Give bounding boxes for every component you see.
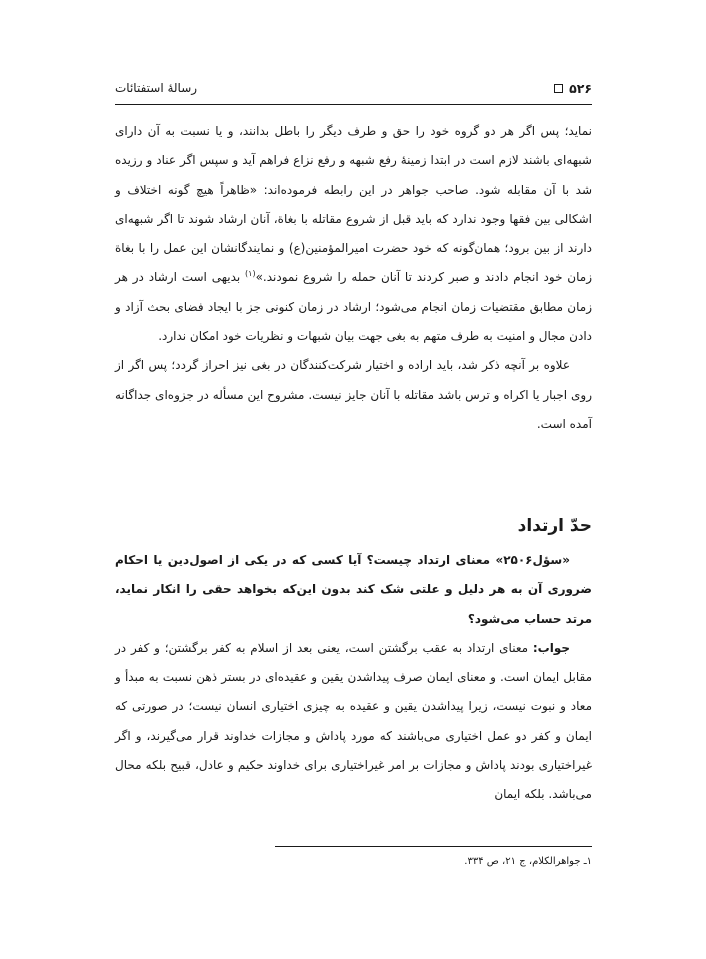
question-label: «سؤل۲۵۰۶» [495,553,570,567]
paragraph-2: علاوه بر آنچه ذکر شد، باید اراده و اختیار شرکت‌کنندگان در بغی نیز احراز گردد؛ پس اگر از روی اجبار یا اکراه و ترس باشد مقاتله با آنان جایز نیست. مشروح این مسأله در جزوه‌ای جداگانه آمده است. [115,358,592,431]
running-title: رسالهٔ استفتائات [115,81,198,95]
answer-text: معنای ارتداد به عقب برگشتن است، یعنی بعد از اسلام به کفر برگشتن؛ و کفر در مقابل ایمان است. و معنای ایمان صرف پیداشدن یقین و عقیده‌ای در بستر ذهن نسبت به مبدأ و معاد و نبوت نیست، زیرا پیداشدن یقین و عقیده به چیزی اختیاری انسان نیست؛ در صورتی که ایمان و کفر دو عمل اختیاری می‌باشند که مورد پاداش و مجازات خداوند قرار می‌گیرند، و اگر غیراختیاری بودند پاداش و مجازات بر امر غیراختیاری برای خداوند حکیم و عادل، قبیح بلکه محال می‌باشد. بلکه ایمان [115,640,592,802]
question-paragraph [115,546,592,634]
footnote: ۱ـ جواهرالکلام، ج ۲۱، ص ۳۳۴. [464,856,592,867]
paragraph-1-main: نماید؛ پس اگر هر دو گروه خود را حق و طرف دیگر را باطل بدانند، و یا نسبت به آن دارای شبهه‌ای باشند لازم است در ابتدا زمینهٔ رفع شبهه و رفع نزاع فراهم آید و سپس اگر عناد و رزیده شد با آن مقابله شود. صاحب جواهر در این رابطه فرموده‌اند: «ظاهراً هیچ گونه اختلاف و اشکالی بین فقها وجود ندارد که باید قبل از شروع مقاتله با بغاة، آنان ارشاد شوند تا اگر شبهه‌ای دارند از بین برود؛ همان‌گونه که خود حضرت امیرالمؤمنین(ع) و نمایندگانشان این عمل را با بغاة زمان خود انجام دادند و صبر کردند تا آنان حمله را شروع نمودند.» [115,124,592,285]
question-text: معنای ارتداد چیست؟ آیا کسی که در یکی از اصول‌دین یا احکام ضروری آن به هر دلیل و علتی شک کند بدون این‌که بخواهد حقی را انکار نماید، مرتد حساب می‌شود؟ [115,553,592,626]
answer-paragraph [115,634,592,810]
running-header [115,76,592,100]
page-number-group [554,81,592,96]
section-heading: حدّ ارتداد [517,516,592,536]
paragraph-1 [115,117,592,351]
footnote-rule [275,846,592,847]
header-rule [115,104,592,105]
square-icon [554,84,563,93]
paragraph-1-rest: بدیهی است ارشاد در هر زمان مطابق مقتضیات زمان انجام می‌شود؛ ارشاد در زمان کنونی جز با ایجاد فضای بحث آزاد و دادن مجال و امنیت به طرف متهم به بغی جهت بیان شبهات و نظریات خود امکان ندارد. [115,270,592,344]
question-answer-block [115,546,592,810]
footnote-marker: (۱) [245,269,256,279]
page-number: ۵۲۶ [569,80,592,96]
answer-label: جواب: [532,640,570,655]
body-text [115,117,592,439]
